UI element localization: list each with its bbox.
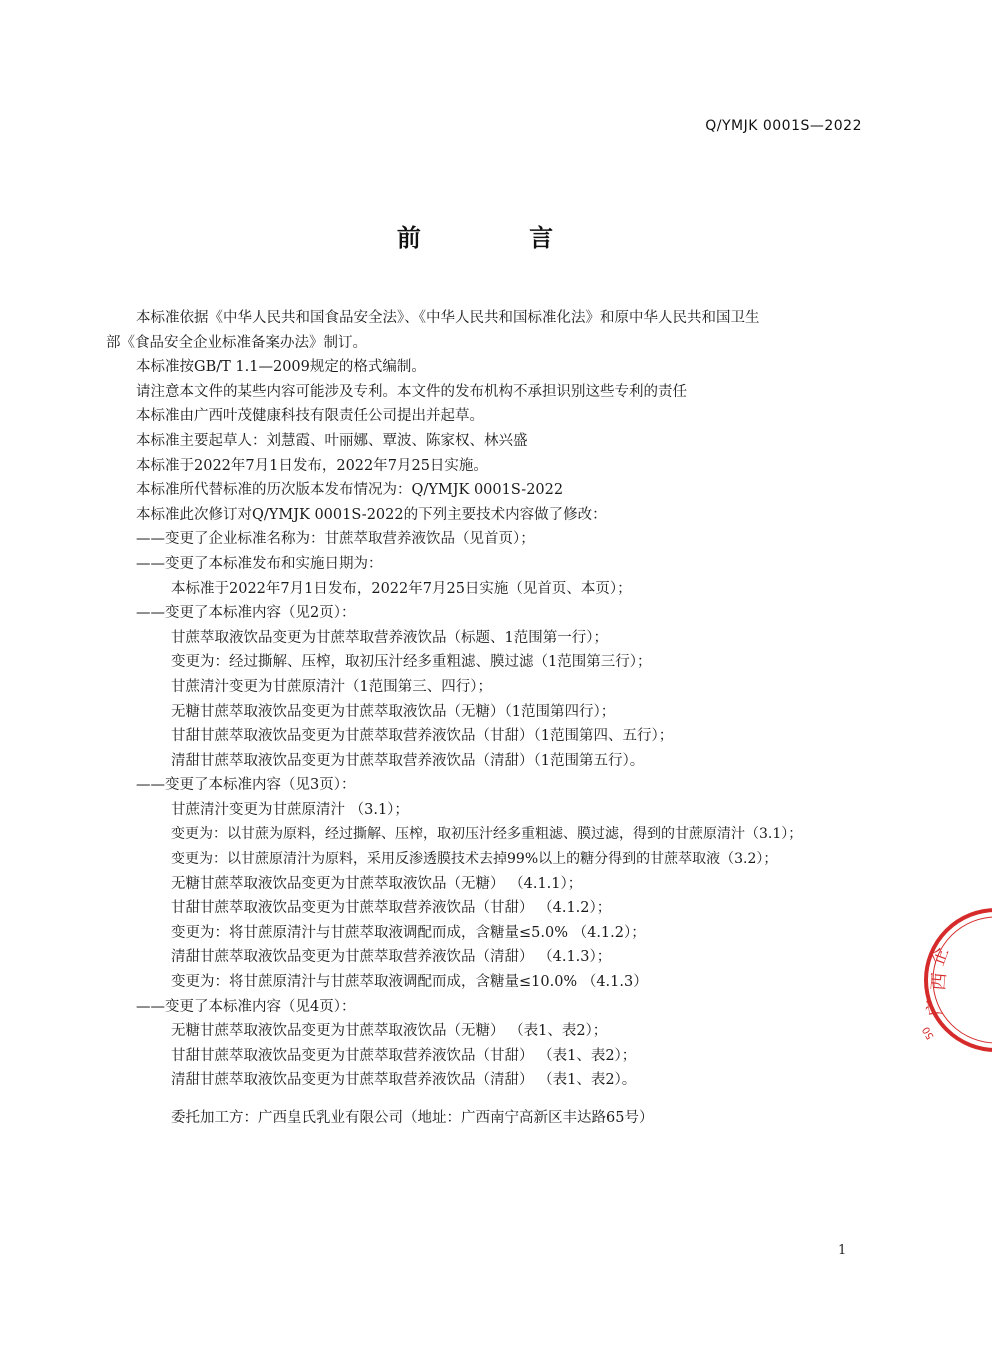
paragraph-line: 本标准所代替标准的历次版本发布情况为：Q/YMJK 0001S-2022 (136, 482, 564, 499)
change-detail: 变更为：经过撕解、压榨，取初压汁经多重粗滤、膜过滤（1范围第三行）； (171, 654, 652, 671)
change-item: ——变更了企业标准名称为：甘蔗萃取营养液饮品（见首页）； (136, 531, 535, 548)
change-detail: 变更为：将甘蔗原清汁与甘蔗萃取液调配而成，含糖量≤10.0% （4.1.3） (171, 974, 648, 991)
document-code: Q/YMJK 0001S—2022 (705, 118, 862, 134)
change-detail: 甘蔗清汁变更为甘蔗原清汁（1范围第三、四行）； (171, 678, 492, 695)
change-item: ——变更了本标准内容（见2页）： (136, 605, 356, 622)
change-detail: 甘甜甘蔗萃取液饮品变更为甘蔗萃取营养液饮品（甘甜）（1范围第四、五行）； (171, 728, 674, 745)
paragraph-line: 本标准按GB/T 1.1—2009规定的格式编制。 (136, 359, 426, 376)
paragraph-line: 本标准主要起草人：刘慧霞、叶丽娜、覃波、陈家权、林兴盛 (136, 432, 528, 449)
change-detail: 甘甜甘蔗萃取液饮品变更为甘蔗萃取营养液饮品（甘甜） （表1、表2）； (171, 1047, 637, 1064)
change-detail: 甘甜甘蔗萃取液饮品变更为甘蔗萃取营养液饮品（甘甜） （4.1.2）； (171, 900, 612, 917)
paragraph-line: 本标准依据《中华人民共和国食品安全法》、《中华人民共和国标准化法》和原中华人民共和国卫生 (136, 310, 760, 326)
page-number: 1 (838, 1243, 847, 1258)
change-detail: 清甜甘蔗萃取液饮品变更为甘蔗萃取营养液饮品（清甜） （4.1.3）； (171, 949, 612, 966)
company-seal-stamp (912, 905, 992, 1055)
paragraph-line: 本标准由广西叶茂健康科技有限责任公司提出并起草。 (136, 408, 484, 425)
page-title: 前 言 (396, 224, 604, 252)
change-detail: 本标准于2022年7月1日发布，2022年7月25日实施（见首页、本页）； (171, 580, 632, 597)
svg-text:广: 广 (923, 996, 947, 1018)
change-detail: 变更为：以甘蔗为原料，经过撕解、压榨，取初压汁经多重粗滤、膜过滤，得到的甘蔗原清汁（3.1）； (171, 826, 803, 843)
change-item: ——变更了本标准内容（见4页）： (136, 998, 356, 1015)
change-item: ——变更了本标准发布和实施日期为： (136, 555, 383, 572)
change-detail: 无糖甘蔗萃取液饮品变更为甘蔗萃取液饮品（无糖） （4.1.1）； (171, 875, 583, 892)
paragraph-line: 部《食品安全企业标准备案办法》制订。 (106, 334, 367, 351)
document-body (106, 306, 866, 1131)
paragraph-line: 本标准于2022年7月1日发布，2022年7月25日实施。 (136, 457, 488, 474)
paragraph-line: 本标准此次修订对Q/YMJK 0001S-2022的下列主要技术内容做了修改： (136, 506, 607, 523)
change-detail: 无糖甘蔗萃取液饮品变更为甘蔗萃取液饮品（无糖） （表1、表2）； (171, 1023, 608, 1040)
contractor-line: 委托加工方：广西皇氏乳业有限公司（地址：广西南宁高新区丰达路65号） (171, 1110, 654, 1126)
svg-text:西: 西 (928, 971, 951, 992)
change-detail: 变更为：将甘蔗原清汁与甘蔗萃取液调配而成，含糖量≤5.0% （4.1.2）； (171, 924, 646, 941)
svg-text:企: 企 (926, 944, 953, 969)
change-detail: 甘蔗清汁变更为甘蔗原清汁 （3.1）； (171, 801, 409, 818)
change-detail: 清甜甘蔗萃取液饮品变更为甘蔗萃取营养液饮品（清甜） （表1、表2）。 (171, 1072, 637, 1089)
change-item: ——变更了本标准内容（见3页）： (136, 777, 356, 794)
svg-text:50: 50 (920, 1024, 937, 1041)
change-detail: 变更为：以甘蔗原清汁为原料，采用反渗透膜技术去掉99%以上的糖分得到的甘蔗萃取液（3.2）； (171, 851, 778, 868)
change-detail: 无糖甘蔗萃取液饮品变更为甘蔗萃取液饮品（无糖）（1范围第四行）； (171, 703, 616, 720)
change-detail: 甘蔗萃取液饮品变更为甘蔗萃取营养液饮品（标题、1范围第一行）； (171, 629, 608, 646)
paragraph-line: 请注意本文件的某些内容可能涉及专利。本文件的发布机构不承担识别这些专利的责任 (136, 383, 687, 400)
change-detail: 清甜甘蔗萃取液饮品变更为甘蔗萃取营养液饮品（清甜）（1范围第五行）。 (171, 752, 645, 769)
